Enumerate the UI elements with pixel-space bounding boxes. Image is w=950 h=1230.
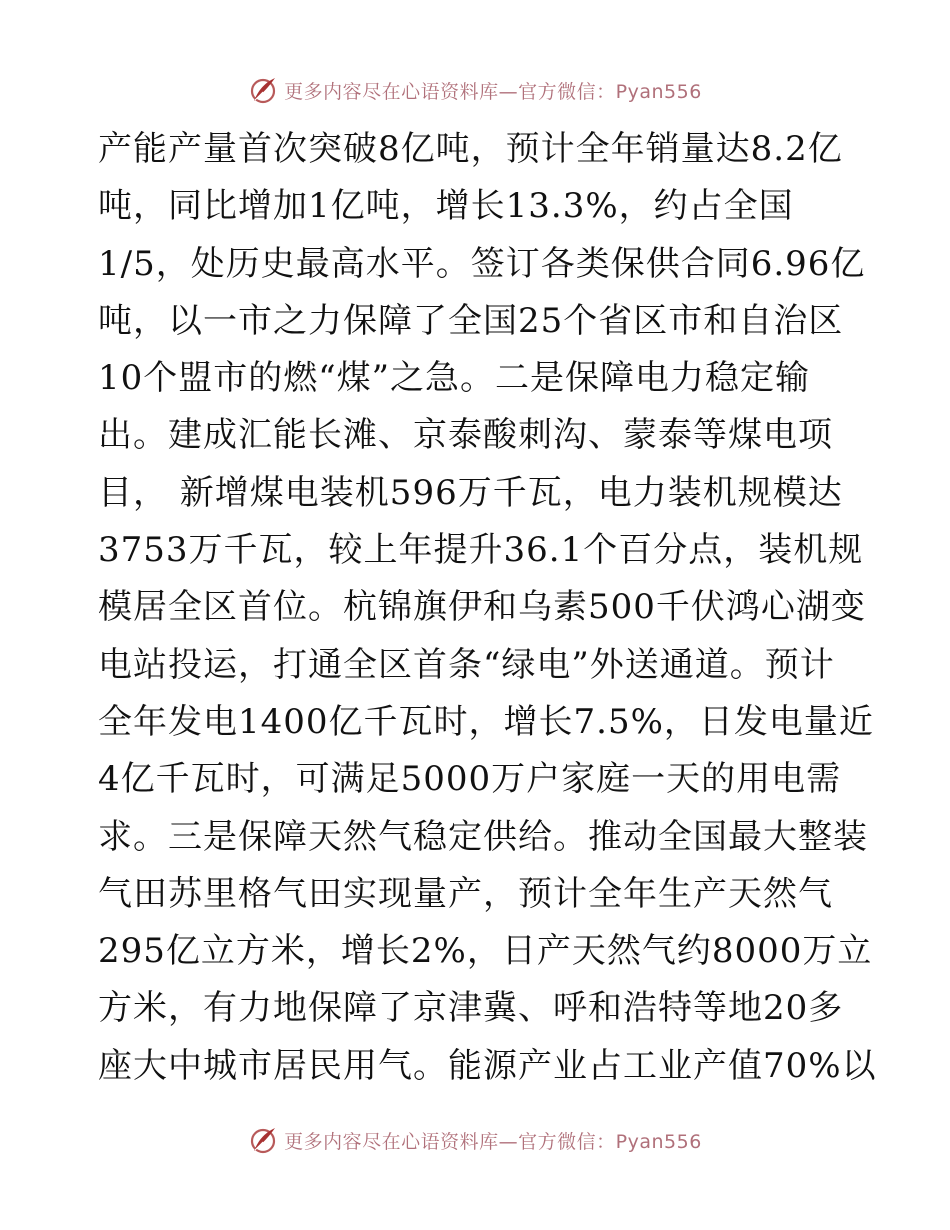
- feather-quill-logo: [248, 1125, 278, 1155]
- text-line: 吨，同比增加1亿吨，增长13.3%，约占全国: [98, 186, 794, 227]
- header-banner-text: 更多内容尽在心语资料库—官方微信：Pyan556: [284, 80, 702, 103]
- feather-quill-logo: [248, 75, 278, 105]
- text-line: 吨，以一市之力保障了全国25个省区市和自治区: [98, 300, 844, 341]
- text-line: 295亿立方米，增长2%，日产天然气约8000万立: [98, 931, 873, 972]
- footer-banner: [0, 1122, 950, 1158]
- text-line: 4亿千瓦时，可满足5000万户家庭一天的用电需: [98, 759, 842, 800]
- text-line: 座大中城市居民用气。能源产业占工业产值70%以: [98, 1045, 877, 1086]
- text-line: 方米，有力地保障了京津冀、呼和浩特等地20多: [98, 988, 844, 1029]
- text-line: 模居全区首位。杭锦旗伊和乌素500千伏鸿心湖变: [98, 587, 866, 628]
- footer-banner-text: 更多内容尽在心语资料库—官方微信：Pyan556: [284, 1130, 702, 1153]
- text-line: 求。三是保障天然气稳定供给。推动全国最大整装: [98, 816, 868, 857]
- header-banner: [0, 72, 950, 108]
- text-line: 全年发电1400亿千瓦时，增长7.5%，日发电量近: [98, 701, 874, 742]
- text-line: 气田苏里格气田实现量产，预计全年生产天然气: [98, 873, 833, 914]
- text-line: 目， 新增煤电装机596万千瓦，电力装机规模达: [98, 472, 843, 513]
- text-line: 10个盟市的燃“煤”之急。二是保障电力稳定输: [98, 358, 811, 399]
- text-line: 电站投运，打通全区首条“绿电”外送通道。预计: [98, 644, 835, 685]
- text-line: 出。建成汇能长滩、京泰酸刺沟、蒙泰等煤电项: [98, 415, 833, 456]
- text-line: 1/5，处历史最高水平。签订各类保供合同6.96亿: [98, 243, 866, 284]
- text-line: 产能产量首次突破8亿吨，预计全年销量达8.2亿: [98, 129, 843, 169]
- document-body: [98, 121, 877, 1095]
- text-line: 3753万千瓦，较上年提升36.1个百分点，装机规: [98, 530, 864, 571]
